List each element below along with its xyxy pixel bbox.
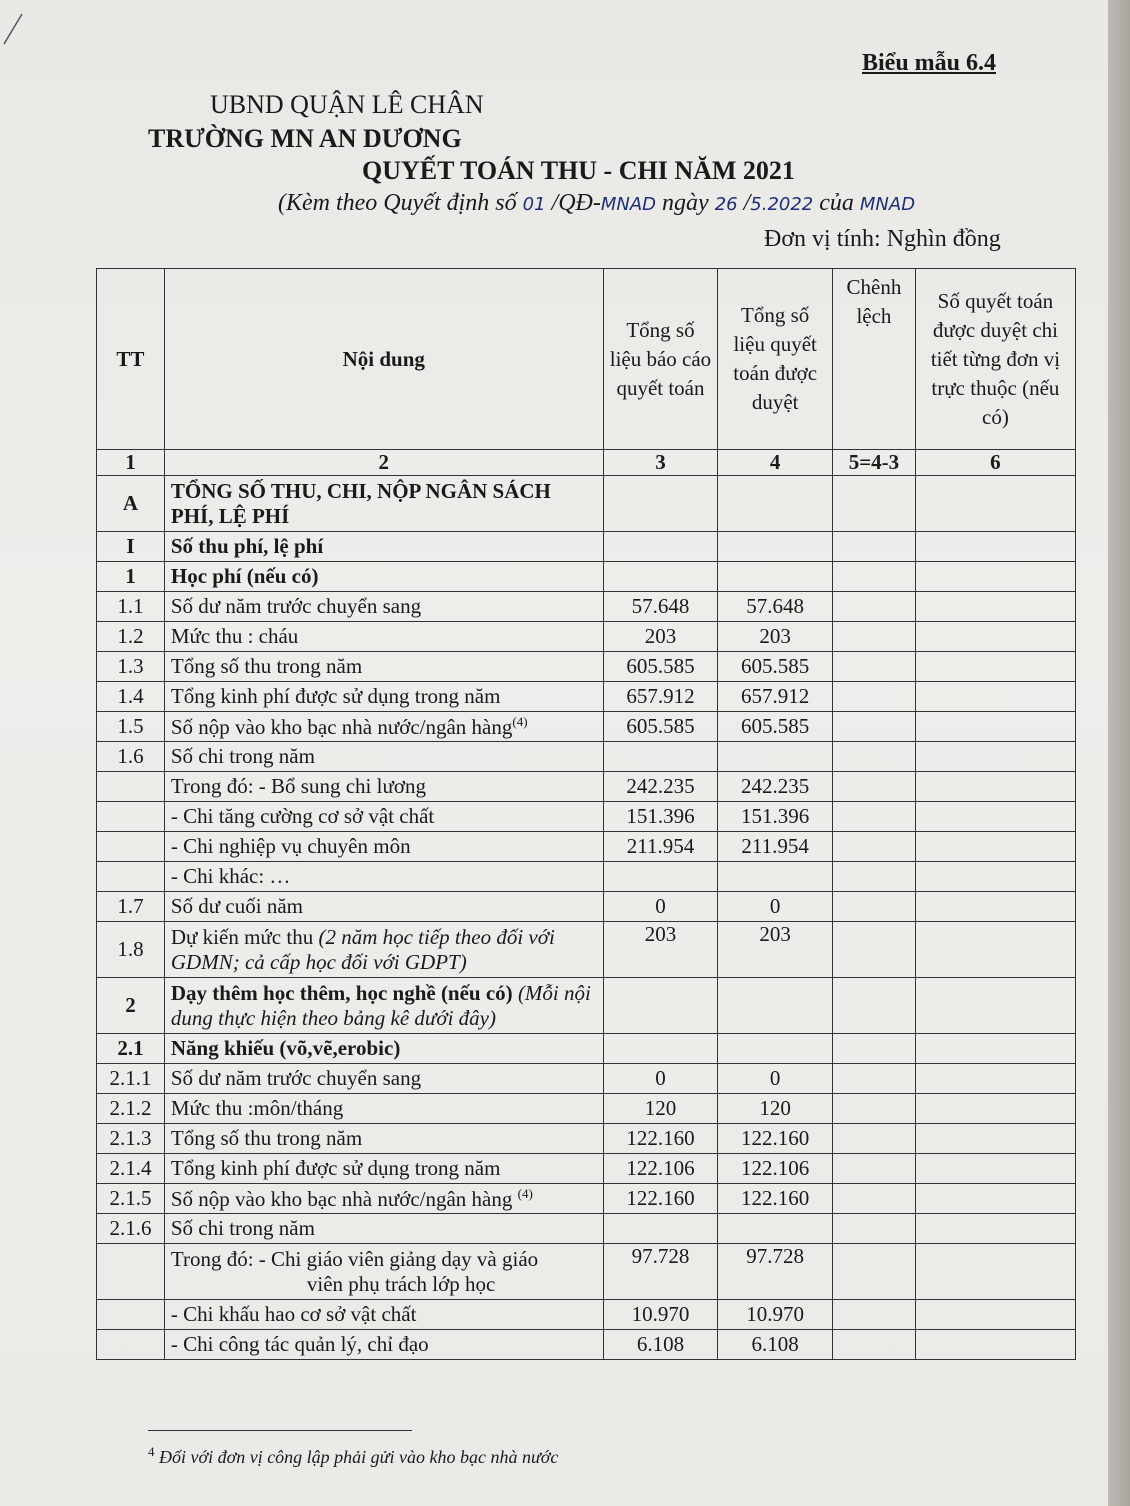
reported-value: 10.970: [603, 1300, 718, 1330]
approved-value: 122.160: [718, 1184, 833, 1214]
row-content: Dạy thêm học thêm, học nghề (nếu có) (Mỗi nội dung thực hiện theo bảng kê dưới đây): [164, 978, 603, 1034]
table-row: [97, 1154, 1076, 1184]
row-content: Trong đó: - Bổ sung chi lương: [164, 772, 603, 802]
row-tt: 2.1.3: [97, 1124, 165, 1154]
row-content: Tổng kinh phí được sử dụng trong năm: [164, 1154, 603, 1184]
row-tt: 1.8: [97, 922, 165, 978]
row-tt: 1.7: [97, 892, 165, 922]
school-name: TRƯỜNG MN AN DƯƠNG: [148, 124, 462, 153]
table-row: [97, 1034, 1076, 1064]
table-row: [97, 1184, 1076, 1214]
row-content: - Chi công tác quản lý, chỉ đạo: [164, 1330, 603, 1360]
table-row: [97, 1094, 1076, 1124]
table-row: [97, 832, 1076, 862]
approved-value: 211.954: [718, 832, 833, 862]
row-tt: A: [97, 476, 165, 532]
header-approved-total: Tổng số liệu quyết toán được duyệt: [718, 269, 833, 450]
table-row: [97, 712, 1076, 742]
reported-value: 57.648: [603, 592, 718, 622]
approved-value: 242.235: [718, 772, 833, 802]
table-row: [97, 622, 1076, 652]
row-content: Học phí (nếu có): [164, 562, 603, 592]
column-number-row: [97, 450, 1076, 476]
approved-value: 605.585: [718, 652, 833, 682]
pen-mark: [0, 8, 40, 48]
row-content: Mức thu :môn/tháng: [164, 1094, 603, 1124]
table-row: [97, 978, 1076, 1034]
approved-value: 120: [718, 1094, 833, 1124]
header-difference: Chênh lệch: [833, 269, 916, 450]
row-content: Số nộp vào kho bạc nhà nước/ngân hàng$^{(4)}$: [164, 712, 603, 742]
row-content: Tổng kinh phí được sử dụng trong năm: [164, 682, 603, 712]
row-content: Số nộp vào kho bạc nhà nước/ngân hàng $^{(4)}$: [164, 1184, 603, 1214]
reported-value: 211.954: [603, 832, 718, 862]
approved-value: 0: [718, 1064, 833, 1094]
table-row: [97, 682, 1076, 712]
row-tt: 2.1.4: [97, 1154, 165, 1184]
approved-value: 122.106: [718, 1154, 833, 1184]
approved-value: 10.970: [718, 1300, 833, 1330]
row-tt: 2.1.2: [97, 1094, 165, 1124]
header-reported-total: Tổng số liệu báo cáo quyết toán: [603, 269, 718, 450]
row-tt: 2: [97, 978, 165, 1034]
row-tt: 1: [97, 562, 165, 592]
page-edge-shadow: [1108, 0, 1130, 1506]
row-tt: 1.5: [97, 712, 165, 742]
table-row: [97, 802, 1076, 832]
row-content: - Chi khác: …: [164, 862, 603, 892]
row-content: - Chi nghiệp vụ chuyên môn: [164, 832, 603, 862]
row-content: Năng khiếu (võ,vẽ,erobic): [164, 1034, 603, 1064]
row-content: Tổng số thu trong năm: [164, 652, 603, 682]
row-tt: 1.1: [97, 592, 165, 622]
footnote-divider: [148, 1430, 412, 1431]
reported-value: 203: [603, 622, 718, 652]
row-content: Số dư cuối năm: [164, 892, 603, 922]
approved-value: 605.585: [718, 712, 833, 742]
row-content: Số thu phí, lệ phí: [164, 532, 603, 562]
table-row: [97, 772, 1076, 802]
row-tt: I: [97, 532, 165, 562]
table-row: [97, 1330, 1076, 1360]
district-name: UBND QUẬN LÊ CHÂN: [210, 90, 484, 119]
row-tt: 2.1.5: [97, 1184, 165, 1214]
header-unit-detail: Số quyết toán được duyệt chi tiết từng đơn vị trực thuộc (nếu có): [915, 269, 1075, 450]
row-tt: 2.1: [97, 1034, 165, 1064]
table-row: [97, 862, 1076, 892]
reported-value: 605.585: [603, 652, 718, 682]
row-content: - Chi tăng cường cơ sở vật chất: [164, 802, 603, 832]
table-row: [97, 476, 1076, 532]
reported-value: 657.912: [603, 682, 718, 712]
col-number: 2: [164, 450, 603, 476]
approved-value: 0: [718, 892, 833, 922]
reported-value: 242.235: [603, 772, 718, 802]
row-content: - Chi khấu hao cơ sở vật chất: [164, 1300, 603, 1330]
document-title: QUYẾT TOÁN THU - CHI NĂM 2021: [362, 156, 795, 185]
row-content: Số chi trong năm: [164, 742, 603, 772]
header-tt: TT: [97, 269, 165, 450]
col-number: 6: [915, 450, 1075, 476]
approved-value: 57.648: [718, 592, 833, 622]
approved-value: 151.396: [718, 802, 833, 832]
reported-value: 122.160: [603, 1124, 718, 1154]
reported-value: 122.106: [603, 1154, 718, 1184]
table-row: [97, 892, 1076, 922]
reported-value: 151.396: [603, 802, 718, 832]
header-content: Nội dung: [164, 269, 603, 450]
row-content: Mức thu : cháu: [164, 622, 603, 652]
row-tt: 2.1.1: [97, 1064, 165, 1094]
col-number: 1: [97, 450, 165, 476]
unit-label: Đơn vị tính: Nghìn đồng: [764, 226, 1001, 252]
reported-value: 0: [603, 1064, 718, 1094]
table-row: [97, 1064, 1076, 1094]
row-tt: 1.3: [97, 652, 165, 682]
approved-value: 97.728: [718, 1244, 833, 1300]
row-tt: 1.6: [97, 742, 165, 772]
row-content: Số dư năm trước chuyển sang: [164, 1064, 603, 1094]
row-content: Dự kiến mức thu (2 năm học tiếp theo đối với GDMN; cả cấp học đối với GDPT): [164, 922, 603, 978]
approved-value: 6.108: [718, 1330, 833, 1360]
form-number: Biểu mẫu 6.4: [862, 50, 997, 76]
col-number: 5=4-3: [833, 450, 916, 476]
approved-value: 122.160: [718, 1124, 833, 1154]
table-row: [97, 562, 1076, 592]
col-number: 4: [718, 450, 833, 476]
table-row: [97, 1214, 1076, 1244]
table-row: [97, 1300, 1076, 1330]
decision-reference: (Kèm theo Quyết định số 01 /QĐ-MNAD ngày 26 /5.2022 của MNAD: [278, 190, 916, 216]
table-row: [97, 742, 1076, 772]
reported-value: 120: [603, 1094, 718, 1124]
row-tt: 2.1.6: [97, 1214, 165, 1244]
row-content: Trong đó: - Chi giáo viên giảng dạy và giáo viên phụ trách lớp học: [164, 1244, 603, 1300]
row-content: Số chi trong năm: [164, 1214, 603, 1244]
table-header-row: [97, 269, 1076, 450]
approved-value: 203: [718, 622, 833, 652]
reported-value: 203: [603, 922, 718, 978]
row-content: Tổng số thu trong năm: [164, 1124, 603, 1154]
approved-value: 657.912: [718, 682, 833, 712]
table-row: [97, 652, 1076, 682]
approved-value: 203: [718, 922, 833, 978]
reported-value: 97.728: [603, 1244, 718, 1300]
row-content: TỔNG SỐ THU, CHI, NỘP NGÂN SÁCH PHÍ, LỆ PHÍ: [164, 476, 603, 532]
table-row: [97, 1244, 1076, 1300]
table-row: [97, 1124, 1076, 1154]
row-tt: 1.4: [97, 682, 165, 712]
table-row: [97, 592, 1076, 622]
reported-value: 6.108: [603, 1330, 718, 1360]
table-row: [97, 532, 1076, 562]
reported-value: 0: [603, 892, 718, 922]
row-tt: 1.2: [97, 622, 165, 652]
footnote: $^4$ Đối với đơn vị công lập phải gửi vào kho bạc nhà nước: [148, 1444, 559, 1467]
settlement-table: [96, 268, 1076, 1360]
row-content: Số dư năm trước chuyển sang: [164, 592, 603, 622]
table-row: [97, 922, 1076, 978]
reported-value: 122.160: [603, 1184, 718, 1214]
col-number: 3: [603, 450, 718, 476]
reported-value: 605.585: [603, 712, 718, 742]
